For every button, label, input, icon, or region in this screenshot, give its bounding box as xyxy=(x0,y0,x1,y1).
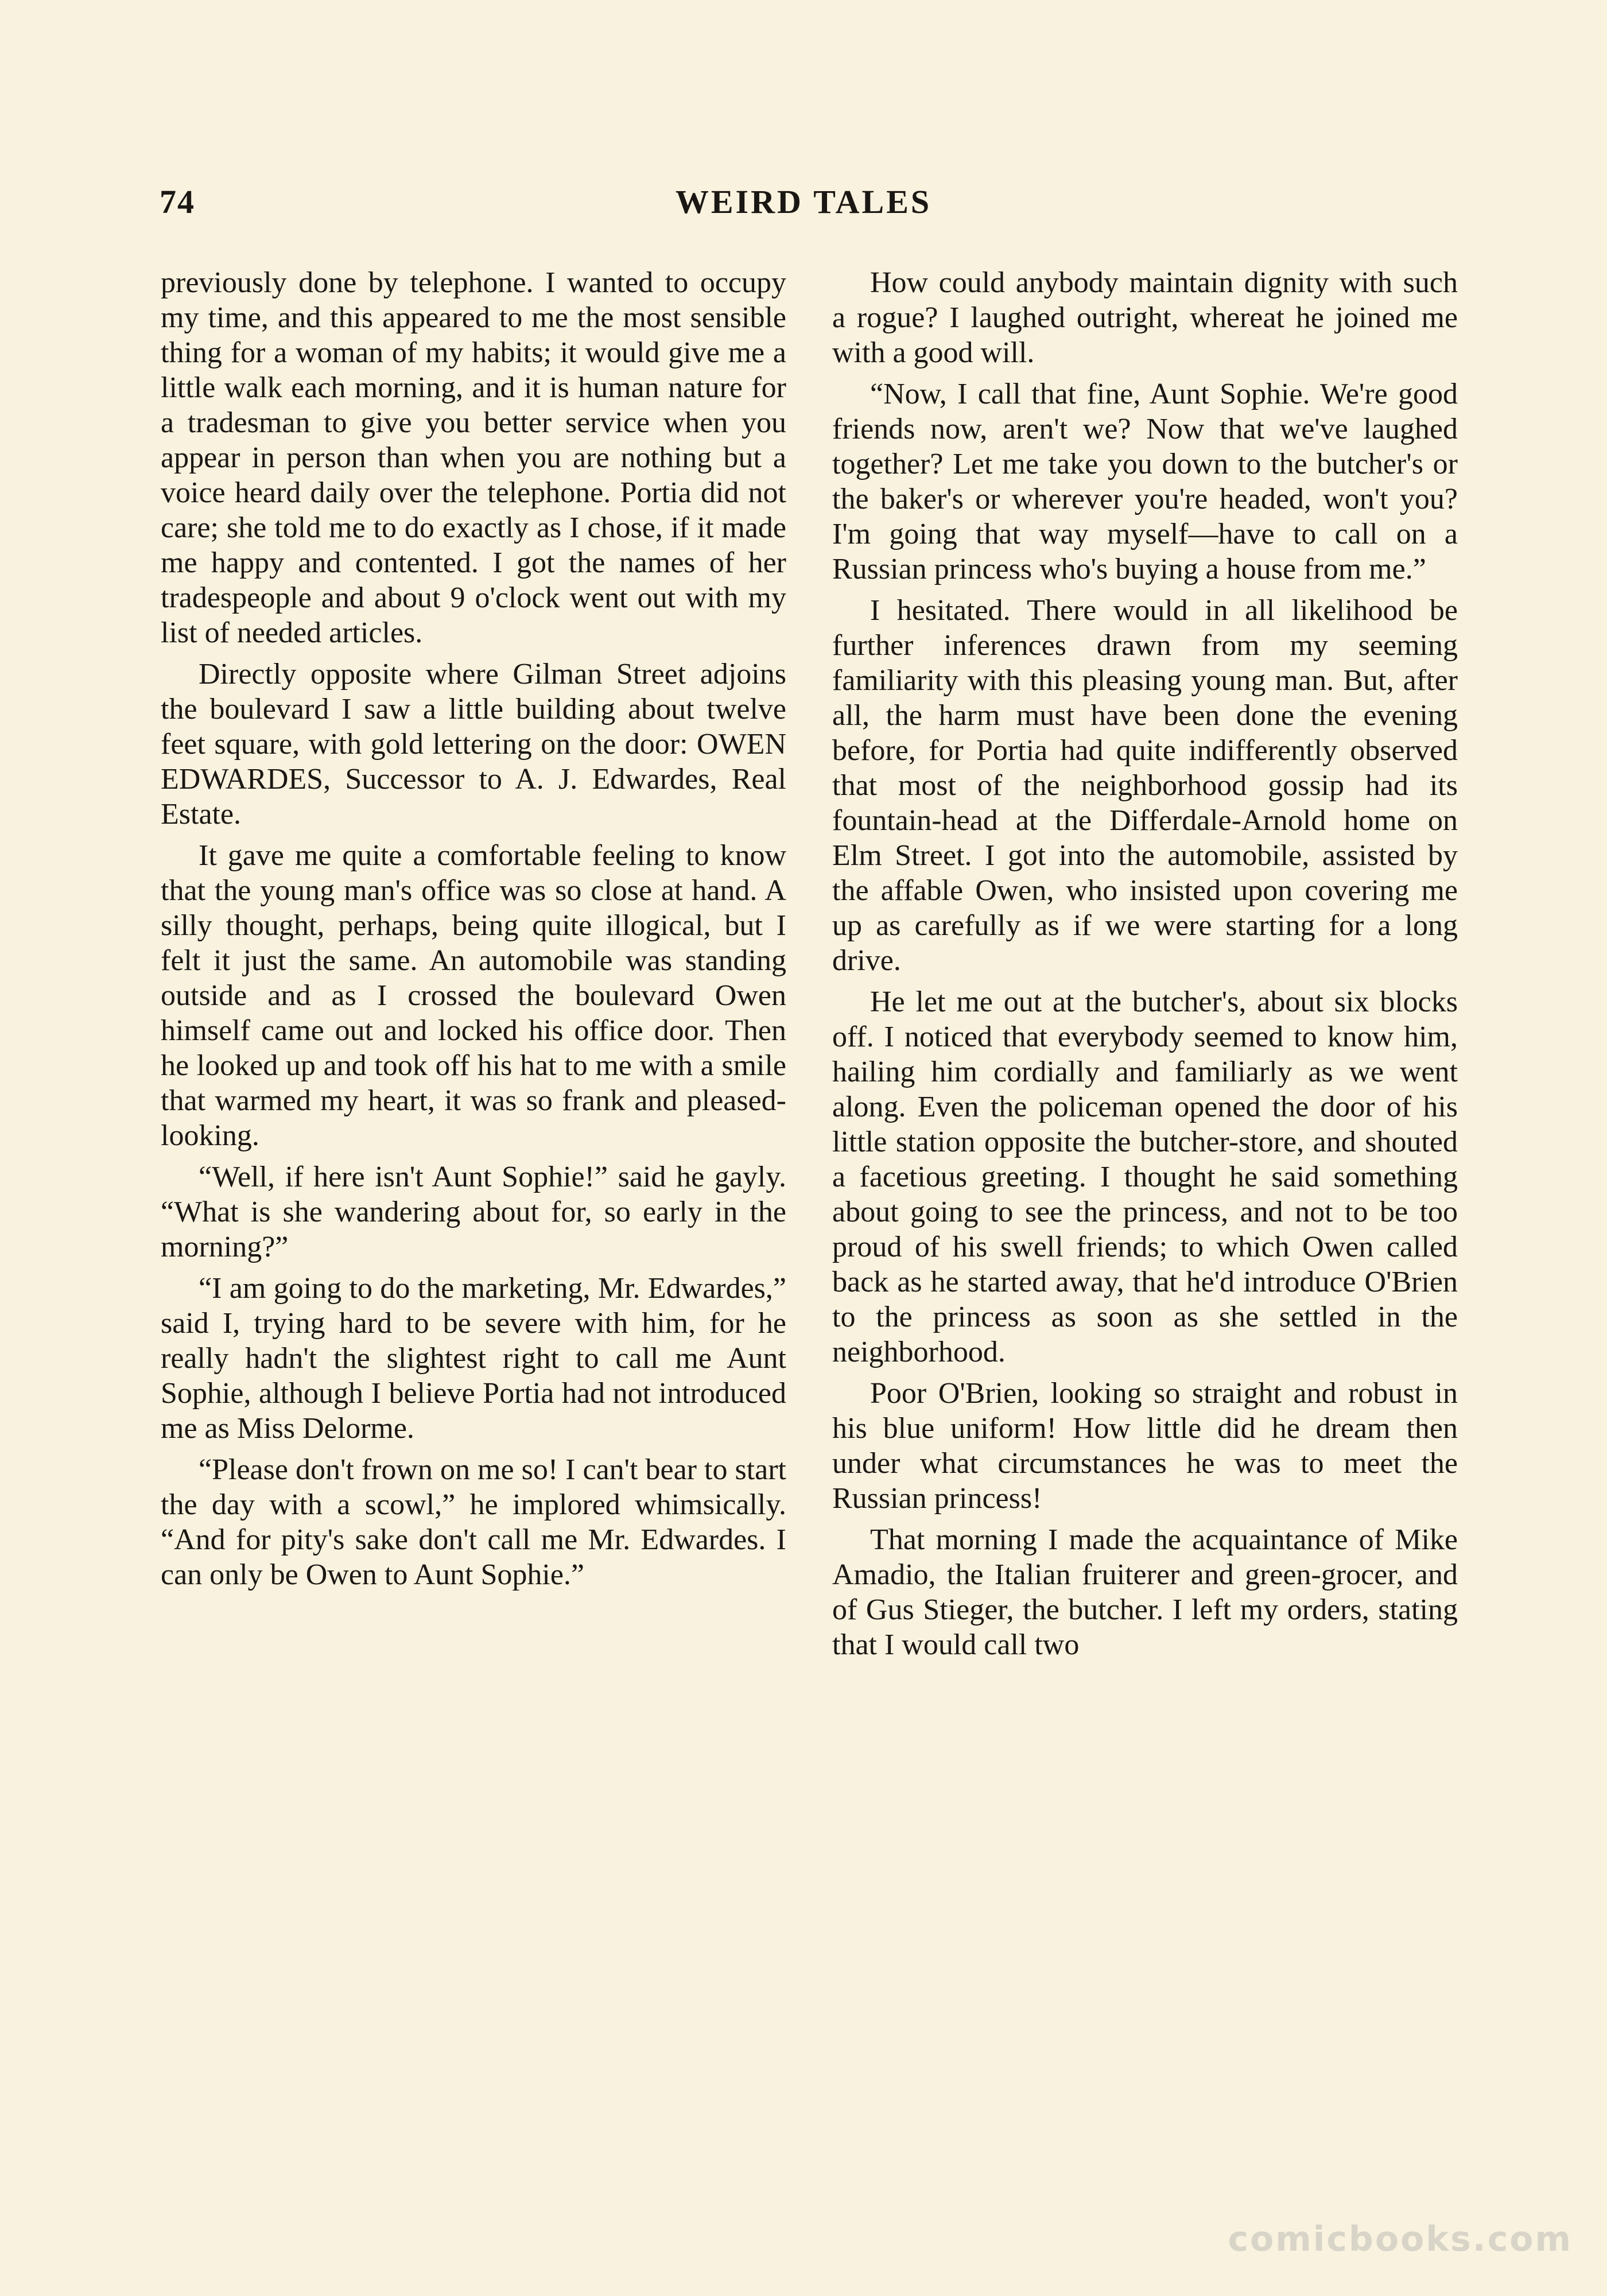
paragraph: That morning I made the acquaintance of Mike Amadio, the Italian fruiterer and green-grocer, and of Gus Stieger, the butcher. I left my orders, stating that I would call two xyxy=(832,1523,1458,1661)
paragraph: Poor O'Brien, looking so straight and robust in his blue uniform! How little did he dream then under what circumstances he was to meet the Russian princess! xyxy=(832,1377,1458,1515)
paragraph: “Now, I call that fine, Aunt Sophie. We're good friends now, aren't we? Now that we've laughed together? Let me take you down to the butcher's or the baker's or wherever you're headed, won't you? I'm going that way myself—have to call on a Russian princess who's buying a house from me.” xyxy=(832,378,1458,585)
paragraph: “Well, if here isn't Aunt Sophie!” said he gayly. “What is she wandering about for, so early in the morning?” xyxy=(161,1161,786,1263)
running-head-title: WEIRD TALES xyxy=(675,183,932,220)
paragraph: “I am going to do the marketing, Mr. Edwardes,” said I, trying hard to be severe with him, for he really hadn't the slightest right to call me Aunt Sophie, although I believe Portia had not introduced me as Miss Delorme. xyxy=(161,1272,786,1445)
page-number: 74 xyxy=(160,183,195,220)
paragraph: How could anybody maintain dignity with such a rogue? I laughed outright, whereat he joined me with a good will. xyxy=(832,266,1458,369)
left-column xyxy=(161,265,786,1599)
paragraph: Directly opposite where Gilman Street adjoins the boulevard I saw a little building about twelve feet square, with gold lettering on the door: OWEN EDWARDES, Successor to A. J. Edwardes, Real Estate. xyxy=(161,658,786,831)
right-column xyxy=(832,265,1458,1669)
paragraph: He let me out at the butcher's, about six blocks off. I noticed that everybody seemed to know him, hailing him cordially and familiarly as we went along. Even the policeman opened the door of his little station opposite the butcher-store, and shouted a facetious greeting. I thought he said something about going to see the princess, and not to be too proud of his swell friends; to which Owen called back as he started away, that he'd introduce O'Brien to the princess as soon as she settled in the neighborhood. xyxy=(832,986,1458,1368)
site-watermark: comicbooks.com xyxy=(1228,2219,1573,2259)
paragraph: I hesitated. There would in all likelihood be further inferences drawn from my seeming familiarity with this pleasing young man. But, after all, the harm must have been done the evening before, for Portia had quite indifferently observed that most of the neighborhood gossip had its fountain-head at the Differdale-Arnold home on Elm Street. I got into the automobile, assisted by the affable Owen, who insisted upon covering me up as carefully as if we were starting for a long drive. xyxy=(832,594,1458,977)
paragraph: previously done by telephone. I wanted to occupy my time, and this appeared to me the most sensible thing for a woman of my habits; it would give me a little walk each morning, and it is human nature for a tradesman to give you better service when you appear in person than when you are nothing but a voice heard daily over the telephone. Portia did not care; she told me to do exactly as I chose, if it made me happy and contented. I got the names of her tradespeople and about 9 o'clock went out with my list of needed articles. xyxy=(161,266,786,649)
paragraph: It gave me quite a comfortable feeling to know that the young man's office was so close at hand. A silly thought, perhaps, being quite illogical, but I felt it just the same. An automobile was standing outside and as I crossed the boulevard Owen himself came out and locked his office door. Then he looked up and took off his hat to me with a smile that warmed my heart, it was so frank and pleased-looking. xyxy=(161,839,786,1152)
paragraph: “Please don't frown on me so! I can't bear to start the day with a scowl,” he implored whimsically. “And for pity's sake don't call me Mr. Edwardes. I can only be Owen to Aunt Sophie.” xyxy=(161,1453,786,1591)
